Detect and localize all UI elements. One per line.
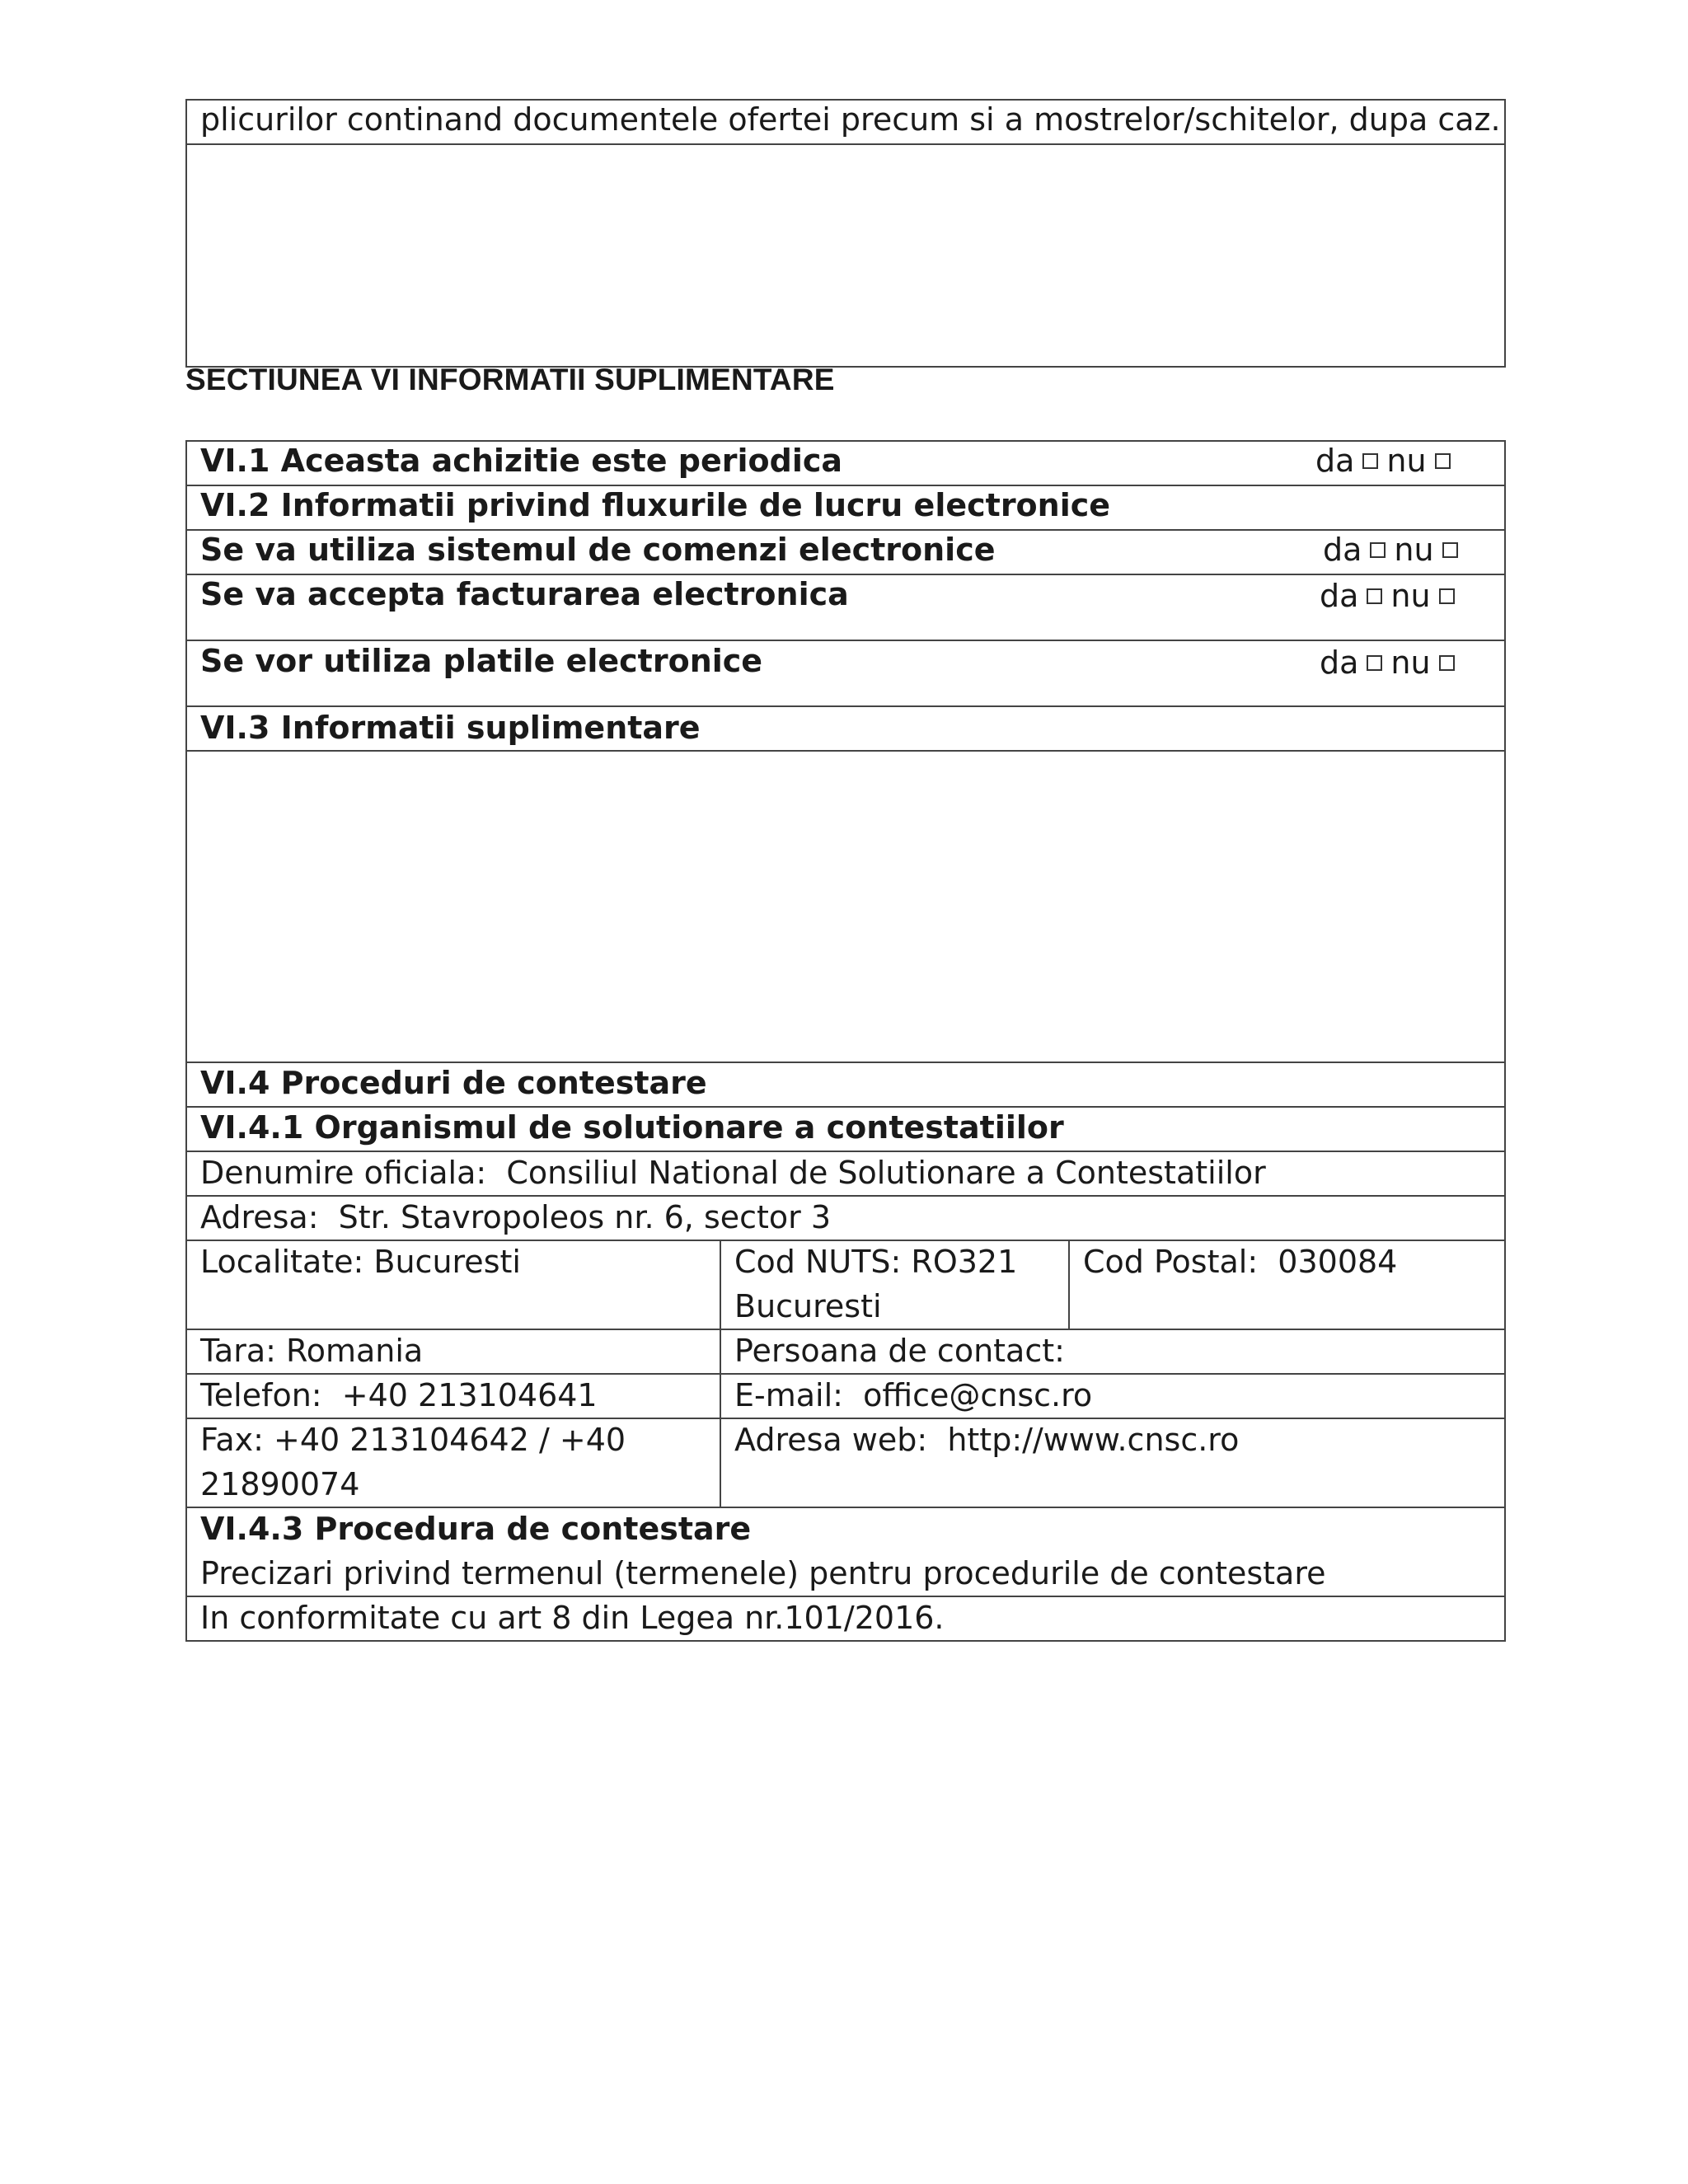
fax-text-line2: 21890074 — [200, 1466, 360, 1502]
vi3-label: VI.3 Informatii suplimentare — [200, 710, 701, 746]
comenzi-no-label: nu — [1394, 532, 1434, 568]
adresa-text: Adresa: Str. Stavropoleos nr. 6, sector 3 — [200, 1199, 832, 1235]
vi3-empty-cell — [185, 750, 1506, 1063]
nuts-text-line1: Cod NUTS: RO321 — [734, 1244, 1018, 1280]
vi2-facturare-label: Se va accepta facturarea electronica — [200, 576, 849, 612]
comenzi-no-checkbox[interactable] — [1442, 542, 1458, 558]
comenzi-yes-label: da — [1323, 532, 1362, 568]
localitate-text: Localitate: Bucuresti — [200, 1244, 521, 1280]
vi2-facturare-options — [1320, 574, 1463, 618]
web-text: Adresa web: http://www.cnsc.ro — [734, 1422, 1240, 1458]
plati-yes-checkbox[interactable] — [1367, 655, 1382, 671]
vi2-label: VI.2 Informatii privind fluxurile de lucru electronice — [200, 487, 1111, 523]
fax-text-line1: Fax: +40 213104642 / +40 — [200, 1422, 626, 1458]
vi4-label: VI.4 Proceduri de contestare — [200, 1065, 707, 1101]
email-text: E-mail: office@cnsc.ro — [734, 1377, 1093, 1413]
top-table-text: plicurilor continand documentele ofertei precum si a mostrelor/schitelor, dupa caz. — [200, 101, 1501, 138]
plati-no-checkbox[interactable] — [1439, 655, 1455, 671]
top-table-empty-cell — [185, 143, 1506, 368]
tara-text: Tara: Romania — [200, 1333, 424, 1369]
vi1-options — [1315, 438, 1459, 483]
vi41-label: VI.4.1 Organismul de solutionare a contestatiilor — [200, 1109, 1064, 1146]
vi1-yes-checkbox[interactable] — [1362, 453, 1378, 469]
vi2-plati-options — [1320, 640, 1463, 685]
vi2-comenzi-options — [1323, 527, 1466, 572]
plati-yes-label: da — [1320, 644, 1359, 681]
persoana-text: Persoana de contact: — [734, 1333, 1065, 1369]
facturare-no-label: nu — [1390, 578, 1431, 614]
vi1-yes-label: da — [1315, 443, 1355, 479]
facturare-no-checkbox[interactable] — [1439, 588, 1455, 604]
plati-no-label: nu — [1390, 644, 1431, 681]
cod-postal-text: Cod Postal: 030084 — [1083, 1244, 1398, 1280]
vi43-precizari: Precizari privind termenul (termenele) pentru procedurile de contestare — [200, 1555, 1326, 1591]
facturare-yes-checkbox[interactable] — [1367, 588, 1382, 604]
facturare-yes-label: da — [1320, 578, 1359, 614]
vi1-no-label: nu — [1386, 443, 1427, 479]
section-title: SECTIUNEA VI INFORMATII SUPLIMENTARE — [185, 363, 835, 396]
denumire-text: Denumire oficiala: Consiliul National de Solutionare a Contestatiilor — [200, 1155, 1266, 1191]
comenzi-yes-checkbox[interactable] — [1370, 542, 1386, 558]
conformitate-text: In conformitate cu art 8 din Legea nr.101/2016. — [200, 1600, 945, 1636]
vi1-label: VI.1 Aceasta achizitie este periodica — [200, 443, 843, 479]
telefon-text: Telefon: +40 213104641 — [200, 1377, 598, 1413]
vi1-no-checkbox[interactable] — [1435, 453, 1451, 469]
nuts-text-line2: Bucuresti — [734, 1288, 882, 1324]
vi43-label: VI.4.3 Procedura de contestare — [200, 1511, 752, 1547]
vi2-plati-label: Se vor utiliza platile electronice — [200, 643, 763, 679]
vi2-comenzi-label: Se va utiliza sistemul de comenzi electronice — [200, 532, 996, 568]
